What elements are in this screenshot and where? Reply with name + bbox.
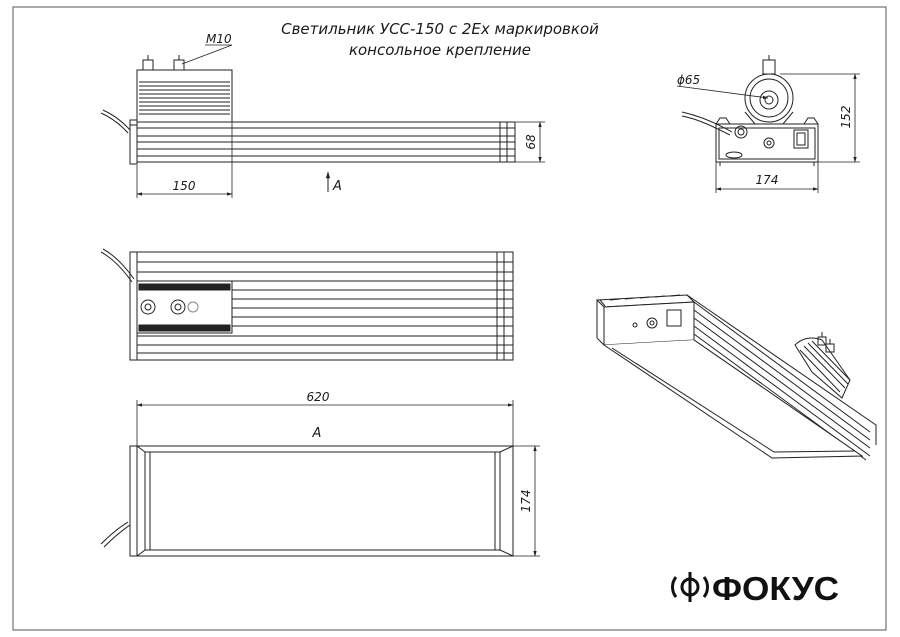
dim-bottom-length-value: 620 — [306, 390, 330, 404]
end-view — [682, 55, 818, 166]
side-view — [101, 55, 515, 164]
dim-side-height-value: 68 — [524, 134, 538, 150]
dim-bottom-width-value: 174 — [519, 489, 533, 513]
thread-label: M10 — [206, 32, 232, 46]
top-view — [101, 249, 513, 360]
view-marker-bottom: A — [312, 426, 322, 441]
diameter-label: ϕ65 — [677, 73, 701, 87]
view-marker-side: A — [333, 179, 342, 194]
diameter-leader — [677, 86, 768, 98]
dim-end-width-value: 174 — [755, 173, 779, 187]
isometric-view — [597, 295, 876, 460]
drawing-title-line1: Светильник УСС-150 с 2Ex маркировкой — [281, 20, 599, 38]
logo-mark-icon — [672, 572, 707, 602]
dim-side-width-value: 150 — [172, 179, 196, 193]
thread-leader — [182, 45, 232, 64]
drawing-title-line2: консольное крепление — [348, 41, 532, 59]
dim-end-height-value: 152 — [839, 105, 853, 129]
bottom-view — [101, 446, 513, 556]
brand-logo — [672, 570, 839, 607]
dim-bottom-length — [137, 400, 513, 446]
brand-name: ФОКУС — [712, 570, 839, 607]
